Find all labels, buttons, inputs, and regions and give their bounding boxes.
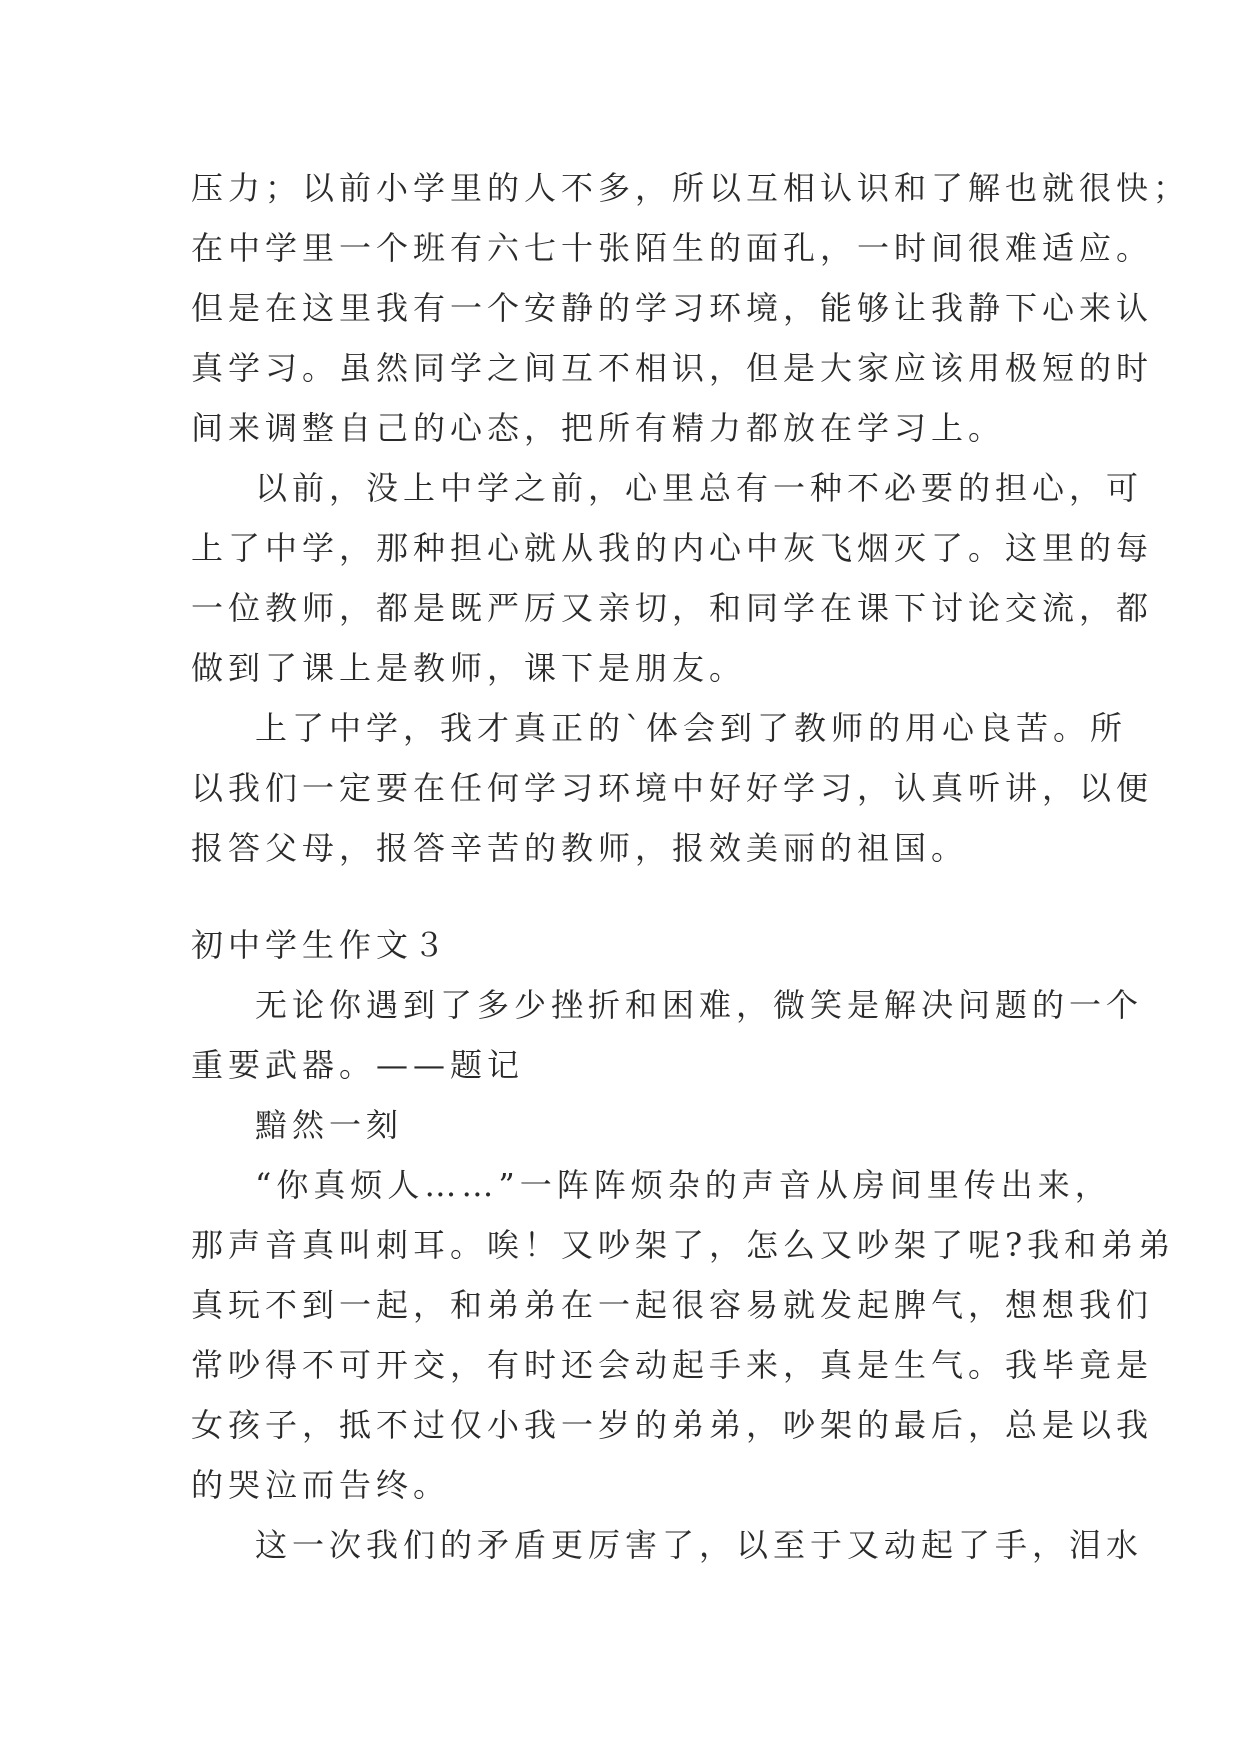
paragraph-line: 上了中学，我才真正的`体会到了教师的用心良苦。所 [255, 709, 1128, 747]
paragraph-line: 间来调整自己的心态，把所有精力都放在学习上。 [191, 409, 1006, 447]
paragraph-line: 无论你遇到了多少挫折和困难，微笑是解决问题的一个 [255, 986, 1144, 1024]
paragraph-line: 重要武器。——题记 [191, 1046, 525, 1084]
paragraph-line: 上了中学，那种担心就从我的内心中灰飞烟灭了。这里的每 [191, 529, 1154, 567]
paragraph-line: 的哭泣而告终。 [191, 1466, 451, 1504]
essay-continuation [191, 158, 1191, 878]
section-title: 初中学生作文３ [191, 926, 451, 964]
paragraph-line: 真学习。虽然同学之间互不相识，但是大家应该用极短的时 [191, 349, 1154, 387]
paragraph-line: 一位教师，都是既严厉又亲切，和同学在课下讨论交流，都 [191, 589, 1154, 627]
subheading: 黯然一刻 [255, 1106, 404, 1144]
paragraph-line: 这一次我们的矛盾更厉害了，以至于又动起了手，泪水 [255, 1526, 1144, 1564]
paragraph-line: 报答父母，报答辛苦的教师，报效美丽的祖国。 [191, 829, 969, 867]
paragraph-line: 真玩不到一起，和弟弟在一起很容易就发起脾气，想想我们 [191, 1286, 1154, 1324]
paragraph-line: 常吵得不可开交，有时还会动起手来，真是生气。我毕竟是 [191, 1346, 1154, 1384]
paragraph-line: 女孩子，抵不过仅小我一岁的弟弟，吵架的最后，总是以我 [191, 1406, 1154, 1444]
paragraph-line: 压力；以前小学里的人不多，所以互相认识和了解也就很快； [191, 169, 1191, 207]
paragraph-line: “你真烦人……”一阵阵烦杂的声音从房间里传出来， [255, 1166, 1112, 1204]
essay-three [191, 915, 1176, 1575]
paragraph-line: 那声音真叫刺耳。唉！又吵架了，怎么又吵架了呢?我和弟弟 [191, 1226, 1176, 1264]
paragraph-line: 做到了课上是教师，课下是朋友。 [191, 649, 747, 687]
paragraph-line: 以我们一定要在任何学习环境中好好学习，认真听讲，以便 [191, 769, 1154, 807]
paragraph-line: 以前，没上中学之前，心里总有一种不必要的担心，可 [255, 469, 1144, 507]
paragraph-line: 在中学里一个班有六七十张陌生的面孔，一时间很难适应。 [191, 229, 1154, 267]
paragraph-line: 但是在这里我有一个安静的学习环境，能够让我静下心来认 [191, 289, 1154, 327]
